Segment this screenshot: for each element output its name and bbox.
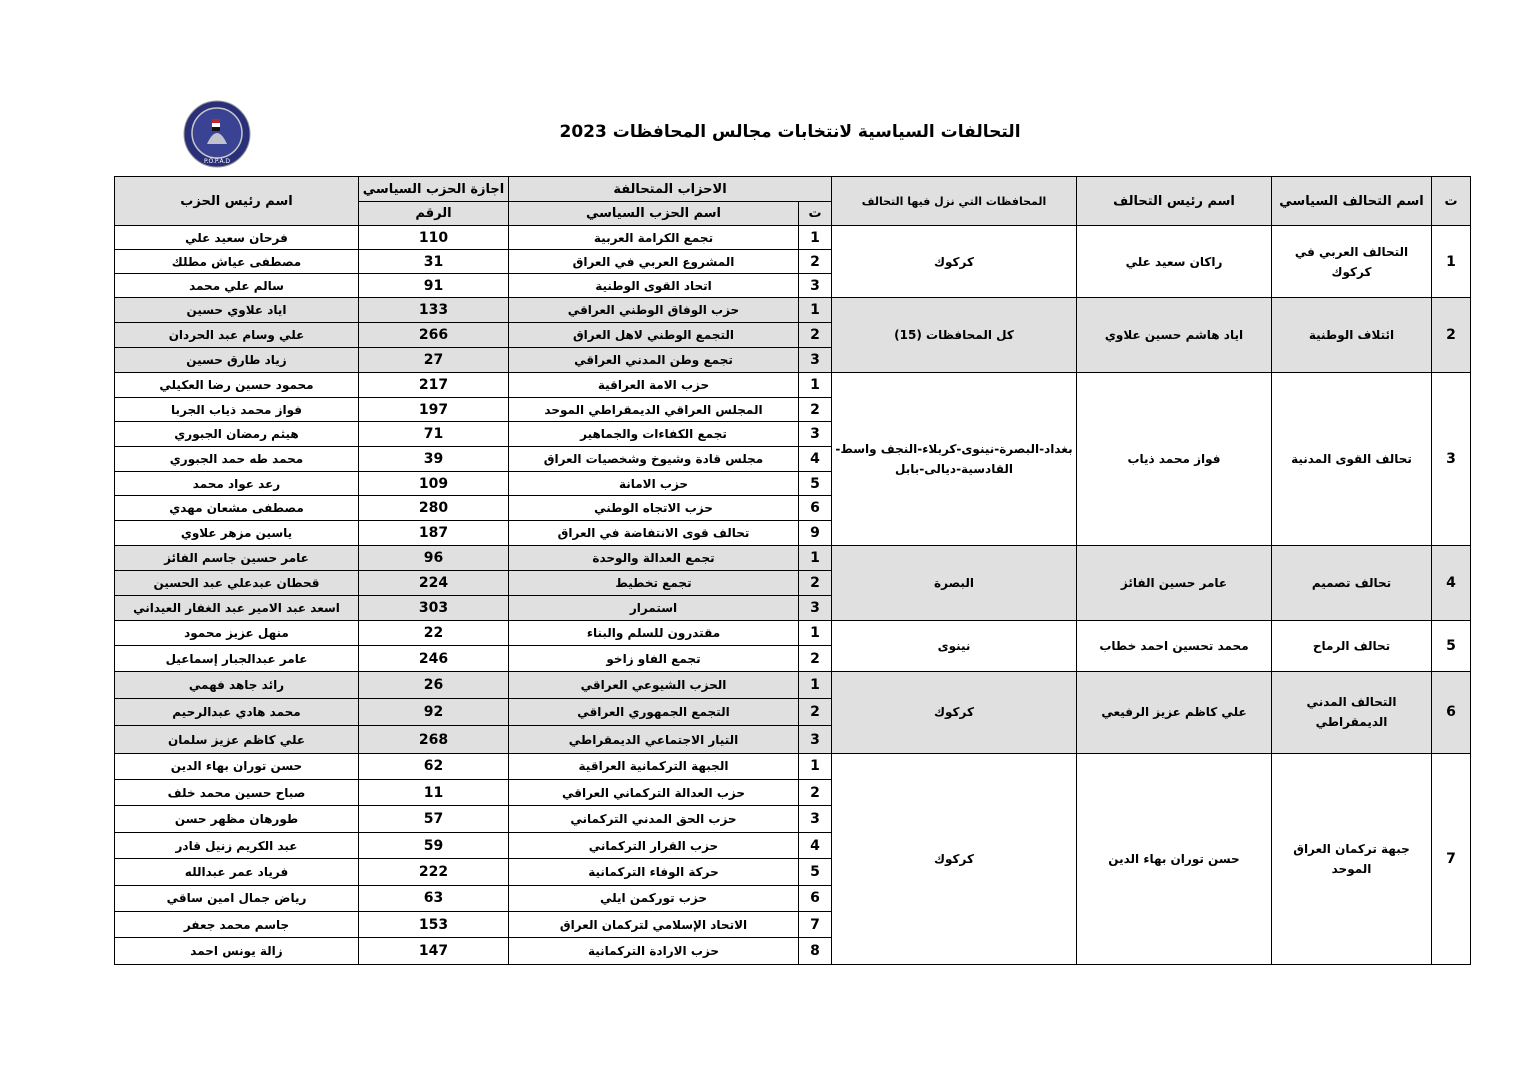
license-number: 96 — [359, 545, 509, 570]
table-row — [115, 373, 1471, 398]
alliance-seq: 3 — [1432, 373, 1471, 546]
license-number: 71 — [359, 422, 509, 447]
license-number: 266 — [359, 323, 509, 348]
alliance-governorates: البصرة — [832, 545, 1077, 620]
alliance-head: فواز محمد ذياب — [1077, 373, 1272, 546]
alliance-head: اياد هاشم حسين علاوي — [1077, 298, 1272, 373]
party-seq: 2 — [799, 780, 832, 806]
party-head: هيثم رمضان الجبوري — [115, 422, 359, 447]
party-seq: 3 — [799, 348, 832, 373]
party-head: علي وسام عبد الحردان — [115, 323, 359, 348]
party-name: المجلس العراقي الديمقراطي الموحد — [509, 397, 799, 422]
party-seq: 9 — [799, 521, 832, 546]
party-head: فواز محمد ذياب الجربا — [115, 397, 359, 422]
license-number: 217 — [359, 373, 509, 398]
table-row — [115, 298, 1471, 323]
alliance-head: محمد تحسين احمد خطاب — [1077, 620, 1272, 671]
license-number: 31 — [359, 250, 509, 274]
party-head: عامر حسين جاسم الفائز — [115, 545, 359, 570]
alliance-governorates: بغداد-البصرة-نينوى-كربلاء-النجف واسط-القادسية-ديالى-بابل — [832, 373, 1077, 546]
party-head: قحطان عبدعلي عبد الحسين — [115, 570, 359, 595]
alliance-name: التحالف العربي في كركوك — [1272, 226, 1432, 298]
alliance-seq: 2 — [1432, 298, 1471, 373]
page-title: التحالفات السياسية لانتخابات مجالس المحافظات 2023 — [559, 122, 1021, 142]
header-party-seq: ت — [799, 202, 832, 226]
table-row — [115, 753, 1471, 779]
party-seq: 1 — [799, 545, 832, 570]
party-head: عبد الكريم زنيل قادر — [115, 832, 359, 858]
alliance-head: راكان سعيد علي — [1077, 226, 1272, 298]
party-seq: 4 — [799, 447, 832, 472]
party-head: جاسم محمد جعفر — [115, 912, 359, 938]
party-name: حزب القرار التركماني — [509, 832, 799, 858]
organization-logo — [183, 100, 251, 168]
license-number: 110 — [359, 226, 509, 250]
party-name: حزب توركمن ايلي — [509, 885, 799, 911]
party-name: حزب الحق المدني التركماني — [509, 806, 799, 832]
party-head: محمد هادي عبدالرحيم — [115, 699, 359, 726]
alliance-governorates: كل المحافظات (15) — [832, 298, 1077, 373]
party-name: حزب الاتجاه الوطني — [509, 496, 799, 521]
party-seq: 1 — [799, 753, 832, 779]
license-number: 153 — [359, 912, 509, 938]
header-alliance-name: اسم التحالف السياسي — [1272, 177, 1432, 226]
table-row — [115, 620, 1471, 646]
party-seq: 2 — [799, 570, 832, 595]
party-seq: 5 — [799, 471, 832, 496]
party-head: صباح حسين محمد خلف — [115, 780, 359, 806]
party-name: مجلس قادة وشيوخ وشخصيات العراق — [509, 447, 799, 472]
party-name: المشروع العربي في العراق — [509, 250, 799, 274]
party-name: مقتدرون للسلم والبناء — [509, 620, 799, 646]
license-number: 268 — [359, 726, 509, 753]
alliance-seq: 1 — [1432, 226, 1471, 298]
party-head: منهل عزيز محمود — [115, 620, 359, 646]
party-seq: 1 — [799, 620, 832, 646]
license-number: 147 — [359, 938, 509, 964]
party-head: فرحان سعيد علي — [115, 226, 359, 250]
header-alliance-head: اسم رئيس التحالف — [1077, 177, 1272, 226]
party-seq: 1 — [799, 671, 832, 698]
party-seq: 5 — [799, 859, 832, 885]
party-seq: 1 — [799, 226, 832, 250]
alliance-name: ائتلاف الوطنية — [1272, 298, 1432, 373]
party-name: حزب الوفاق الوطني العراقي — [509, 298, 799, 323]
party-seq: 3 — [799, 806, 832, 832]
header-party-head: اسم رئيس الحزب — [115, 177, 359, 226]
party-name: تجمع تخطيط — [509, 570, 799, 595]
table-row — [115, 545, 1471, 570]
party-name: التجمع الجمهوري العراقي — [509, 699, 799, 726]
party-name: تجمع الفاو زاخو — [509, 646, 799, 672]
header-governorates: المحافظات التي نزل فيها التحالف — [832, 177, 1077, 226]
party-head: زالة يونس احمد — [115, 938, 359, 964]
license-number: 197 — [359, 397, 509, 422]
license-number: 26 — [359, 671, 509, 698]
header-seq: ت — [1432, 177, 1471, 226]
party-name: الحزب الشيوعي العراقي — [509, 671, 799, 698]
party-head: محمد طه حمد الجبوري — [115, 447, 359, 472]
alliance-governorates: كركوك — [832, 226, 1077, 298]
party-seq: 2 — [799, 323, 832, 348]
party-head: اسعد عبد الامير عبد الغفار العيداني — [115, 595, 359, 620]
party-seq: 3 — [799, 595, 832, 620]
license-number: 280 — [359, 496, 509, 521]
license-number: 133 — [359, 298, 509, 323]
party-head: رعد عواد محمد — [115, 471, 359, 496]
alliance-governorates: كركوك — [832, 753, 1077, 964]
party-head: علي كاظم عزيز سلمان — [115, 726, 359, 753]
party-head: اياد علاوي حسين — [115, 298, 359, 323]
alliance-seq: 7 — [1432, 753, 1471, 964]
party-head: رياض جمال امين ساقي — [115, 885, 359, 911]
party-name: حزب الامة العراقية — [509, 373, 799, 398]
party-name: تجمع الكرامة العربية — [509, 226, 799, 250]
license-number: 22 — [359, 620, 509, 646]
alliance-seq: 4 — [1432, 545, 1471, 620]
license-number: 246 — [359, 646, 509, 672]
party-name: التيار الاجتماعي الديمقراطي — [509, 726, 799, 753]
alliance-name: تحالف الرماح — [1272, 620, 1432, 671]
party-name: استمرار — [509, 595, 799, 620]
header-license-num: الرقم — [359, 202, 509, 226]
alliances-table — [114, 176, 1471, 965]
license-number: 91 — [359, 274, 509, 298]
party-name: اتحاد القوى الوطنية — [509, 274, 799, 298]
license-number: 222 — [359, 859, 509, 885]
license-number: 63 — [359, 885, 509, 911]
party-seq: 1 — [799, 373, 832, 398]
license-number: 109 — [359, 471, 509, 496]
party-head: حسن توران بهاء الدين — [115, 753, 359, 779]
party-seq: 2 — [799, 250, 832, 274]
party-head: طورهان مظهر حسن — [115, 806, 359, 832]
alliance-name: تحالف القوى المدنية — [1272, 373, 1432, 546]
party-name: الاتحاد الإسلامي لتركمان العراق — [509, 912, 799, 938]
party-head: رائد جاهد فهمي — [115, 671, 359, 698]
alliance-head: علي كاظم عزيز الرفيعي — [1077, 671, 1272, 753]
alliance-seq: 6 — [1432, 671, 1471, 753]
alliance-governorates: نينوى — [832, 620, 1077, 671]
party-head: عامر عبدالجبار إسماعيل — [115, 646, 359, 672]
party-seq: 6 — [799, 496, 832, 521]
license-number: 303 — [359, 595, 509, 620]
alliance-name: التحالف المدني الديمقراطي — [1272, 671, 1432, 753]
alliance-head: عامر حسين الفائز — [1077, 545, 1272, 620]
license-number: 39 — [359, 447, 509, 472]
party-name: تجمع العدالة والوحدة — [509, 545, 799, 570]
party-seq: 3 — [799, 726, 832, 753]
table-row — [115, 671, 1471, 698]
party-seq: 8 — [799, 938, 832, 964]
alliance-governorates: كركوك — [832, 671, 1077, 753]
party-name: تجمع الكفاءات والجماهير — [509, 422, 799, 447]
party-name: حزب الارادة التركمانية — [509, 938, 799, 964]
party-head: مصطفى مشعان مهدي — [115, 496, 359, 521]
party-seq: 3 — [799, 422, 832, 447]
license-number: 57 — [359, 806, 509, 832]
license-number: 187 — [359, 521, 509, 546]
party-seq: 2 — [799, 699, 832, 726]
party-head: زياد طارق حسين — [115, 348, 359, 373]
party-name: تجمع وطن المدني العراقي — [509, 348, 799, 373]
alliance-name: تحالف تصميم — [1272, 545, 1432, 620]
party-seq: 1 — [799, 298, 832, 323]
party-name: حركة الوفاء التركمانية — [509, 859, 799, 885]
party-seq: 2 — [799, 397, 832, 422]
license-number: 27 — [359, 348, 509, 373]
party-head: فرياد عمر عبدالله — [115, 859, 359, 885]
party-seq: 2 — [799, 646, 832, 672]
alliance-head: حسن توران بهاء الدين — [1077, 753, 1272, 964]
license-number: 11 — [359, 780, 509, 806]
party-seq: 6 — [799, 885, 832, 911]
party-name: حزب الامانة — [509, 471, 799, 496]
logo-text: P.O.P.A.D — [203, 158, 231, 165]
party-head: مصطفى عياش مطلك — [115, 250, 359, 274]
party-seq: 4 — [799, 832, 832, 858]
party-name: التجمع الوطني لاهل العراق — [509, 323, 799, 348]
license-number: 224 — [359, 570, 509, 595]
party-seq: 7 — [799, 912, 832, 938]
alliance-seq: 5 — [1432, 620, 1471, 671]
header-party-name: اسم الحزب السياسي — [509, 202, 799, 226]
party-head: سالم علي محمد — [115, 274, 359, 298]
party-name: تحالف قوى الانتفاضة في العراق — [509, 521, 799, 546]
header-license: اجازة الحزب السياسي — [359, 177, 509, 202]
party-name: الجبهة التركمانية العراقية — [509, 753, 799, 779]
table-row — [115, 226, 1471, 250]
alliance-name: جبهة تركمان العراق الموحد — [1272, 753, 1432, 964]
license-number: 92 — [359, 699, 509, 726]
license-number: 62 — [359, 753, 509, 779]
party-head: ياسين مزهر علاوي — [115, 521, 359, 546]
license-number: 59 — [359, 832, 509, 858]
header-allied-parties: الاحزاب المتحالفة — [509, 177, 832, 202]
party-seq: 3 — [799, 274, 832, 298]
party-head: محمود حسين رضا العكيلي — [115, 373, 359, 398]
party-name: حزب العدالة التركماني العراقي — [509, 780, 799, 806]
